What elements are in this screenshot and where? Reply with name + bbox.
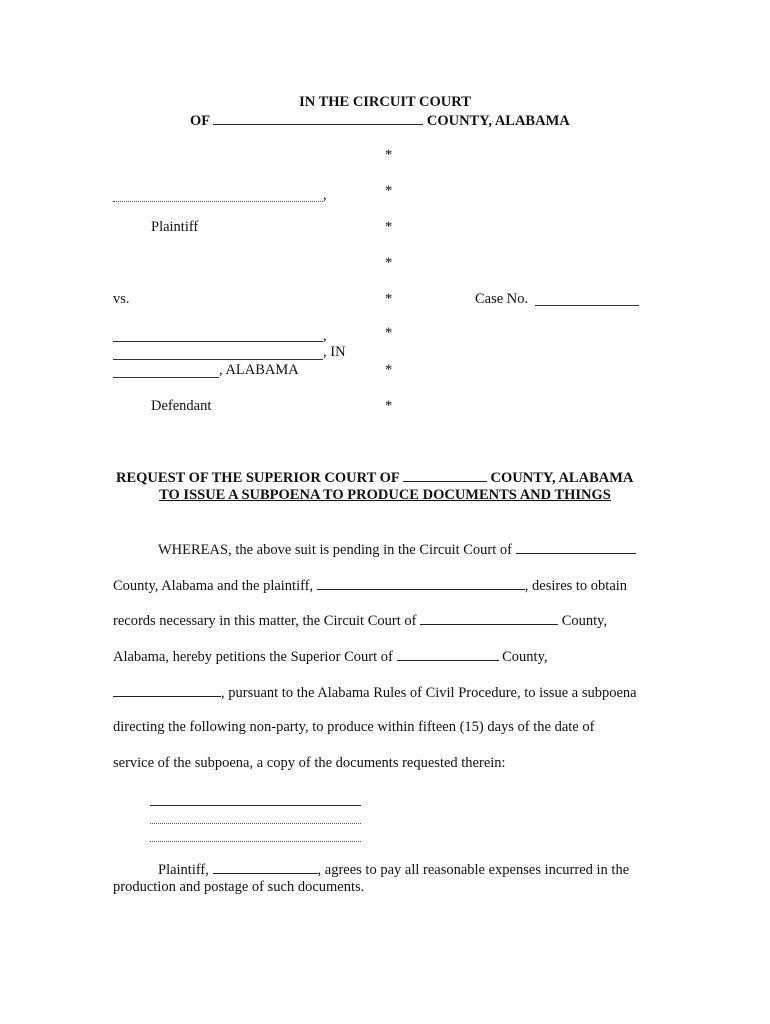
- body-text: , desires to obtain: [524, 578, 628, 594]
- caption-asterisk: *: [385, 362, 393, 378]
- caption-asterisk: *: [385, 255, 393, 271]
- body-text: , pursuant to the Alabama Rules of Civil Procedure, to issue a subpoena: [221, 685, 637, 701]
- plaintiff-comma: ,: [323, 187, 327, 203]
- plaintiff-name-line[interactable]: [113, 201, 323, 202]
- defendant-comma: ,: [323, 328, 327, 344]
- non-party-name-line[interactable]: [150, 805, 361, 806]
- body-text: County,: [561, 613, 608, 629]
- body-line-7: service of the subpoena, a copy of the documents requested therein:: [113, 755, 506, 771]
- state-blank[interactable]: [113, 684, 221, 697]
- caption-asterisk: *: [385, 325, 393, 341]
- county-heading: [190, 112, 570, 130]
- superior-county-blank[interactable]: [403, 469, 487, 482]
- title-suffix: COUNTY, ALABAMA: [490, 470, 634, 486]
- county-name-blank[interactable]: [213, 112, 423, 125]
- body-line-9: production and postage of such documents.: [113, 879, 365, 895]
- circuit-court-county-blank[interactable]: [420, 612, 558, 625]
- body-line-5: [113, 684, 637, 702]
- in-text: , IN: [323, 344, 346, 360]
- case-number-label: Case No.: [475, 291, 529, 307]
- non-party-city-line[interactable]: [150, 841, 361, 842]
- body-line-4: [113, 648, 548, 666]
- caption-asterisk: *: [385, 291, 393, 307]
- non-party-address-line[interactable]: [150, 823, 361, 824]
- body-text: , agrees to pay all reasonable expenses incurred in the: [317, 862, 630, 878]
- body-line-8: [158, 861, 629, 879]
- body-line-6: directing the following non-party, to produce within fifteen (15) days of the date of: [113, 719, 595, 735]
- plaintiff-label: Plaintiff: [151, 219, 199, 235]
- document-title-line2: TO ISSUE A SUBPOENA TO PRODUCE DOCUMENTS AND THINGS: [159, 487, 611, 503]
- defendant-name-line[interactable]: [113, 341, 323, 342]
- county-state-text: COUNTY, ALABAMA: [426, 113, 570, 129]
- caption-asterisk: *: [385, 147, 393, 163]
- alabama-text: , ALABAMA: [219, 362, 299, 378]
- defendant-label: Defendant: [151, 398, 212, 414]
- of-word: OF: [190, 113, 210, 129]
- vs-label: vs.: [113, 291, 130, 307]
- body-text: County, Alabama and the plaintiff,: [113, 578, 314, 594]
- court-heading: IN THE CIRCUIT COURT: [299, 94, 471, 110]
- body-text: Alabama, hereby petitions the Superior Court of: [113, 649, 393, 665]
- title-prefix: REQUEST OF THE SUPERIOR COURT OF: [116, 470, 400, 486]
- body-line-3: [113, 612, 607, 630]
- defendant-address-line[interactable]: [113, 359, 323, 360]
- body-line-2: [113, 577, 627, 595]
- plaintiff-name-blank[interactable]: [317, 577, 525, 590]
- caption-asterisk: *: [385, 398, 393, 414]
- document-title-line1: [116, 469, 633, 487]
- plaintiff-pay-blank[interactable]: [213, 861, 318, 874]
- caption-asterisk: *: [385, 219, 393, 235]
- body-text: County,: [502, 649, 548, 665]
- circuit-county-blank[interactable]: [516, 541, 636, 554]
- body-text: records necessary in this matter, the Circuit Court of: [113, 613, 417, 629]
- body-text: Plaintiff,: [158, 862, 209, 878]
- superior-court-county-blank[interactable]: [397, 648, 499, 661]
- caption-asterisk: *: [385, 183, 393, 199]
- body-text: WHEREAS, the above suit is pending in the Circuit Court of: [158, 542, 512, 558]
- case-number-blank[interactable]: [535, 305, 639, 306]
- body-line-1: [158, 541, 636, 559]
- defendant-city-line[interactable]: [113, 377, 219, 378]
